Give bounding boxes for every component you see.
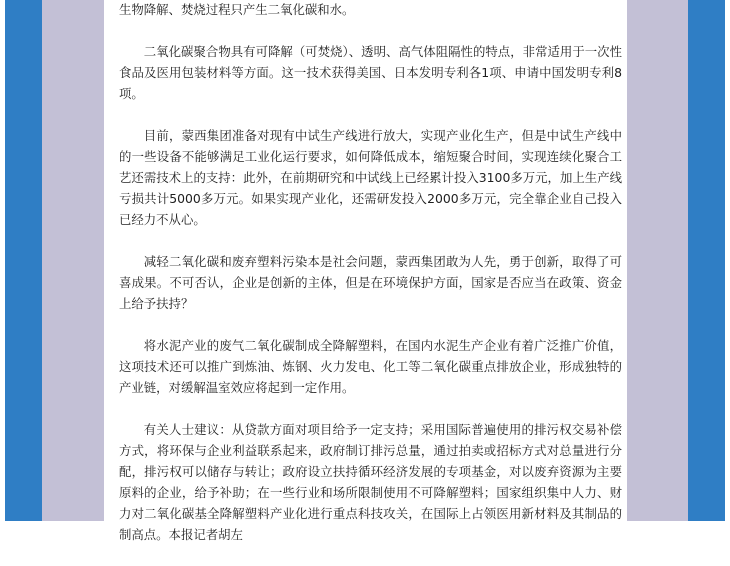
article-panel — [104, 0, 627, 542]
right-blue-border — [688, 0, 725, 521]
article-paragraph-1: 生物降解、焚烧过程只产生二氧化碳和水。 — [119, 2, 355, 17]
article-paragraph-5: 将水泥产业的废气二氧化碳制成全降解塑料，在国内水泥生产企业有着广泛推广价值，这项技术还可以推广到炼油、炼钢、火力发电、化工等二氧化碳重点排放企业，形成独特的产业链，对缓解温室效应将起到一定作用。 — [119, 338, 622, 395]
article-paragraph-6: 有关人士建议：从贷款方面对项目给予一定支持；采用国际普遍使用的排污权交易补偿方式，将环保与企业利益联系起来，政府制订排污总量，通过拍卖或招标方式对总量进行分配，排污权可以储存与转让；政府设立扶持循环经济发展的专项基金，对以废弃资源为主要原料的企业，给予补助；在一些行业和场所限制使用不可降解塑料；国家组织集中人力、财力对二氧化碳基全降解塑料产业化进行重点科技攻关，在国际上占领医用新材料及其制品的制高点。本报记者胡左 — [119, 422, 622, 542]
right-edge — [725, 0, 730, 521]
left-gutter — [42, 0, 104, 521]
article-body — [119, 0, 622, 566]
right-gutter — [627, 0, 688, 521]
left-blue-border — [5, 0, 42, 521]
article-paragraph-2: 二氧化碳聚合物具有可降解（可焚烧）、透明、高气体阻隔性的特点，非常适用于一次性食品及医用包装材料等方面。这一技术获得美国、日本发明专利各1项、申请中国发明专利8项。 — [119, 44, 622, 101]
article-paragraph-3: 目前，蒙西集团准备对现有中试生产线进行放大，实现产业化生产，但是中试生产线中的一些设备不能够满足工业化运行要求，如何降低成本，缩短聚合时间，实现连续化聚合工艺还需技术上的支持：此外，在前期研究和中试线上已经累计投入3100多万元，加上生产线亏损共计5000多万元。如果实现产业化，还需研发投入2000多万元，完全靠企业自己投入已经力不从心。 — [119, 128, 622, 227]
article-paragraph-4: 减轻二氧化碳和废弃塑料污染本是社会问题，蒙西集团敢为人先，勇于创新，取得了可喜成果。不可否认，企业是创新的主体，但是在环境保护方面，国家是否应当在政策、资金上给予扶持？ — [119, 254, 622, 311]
